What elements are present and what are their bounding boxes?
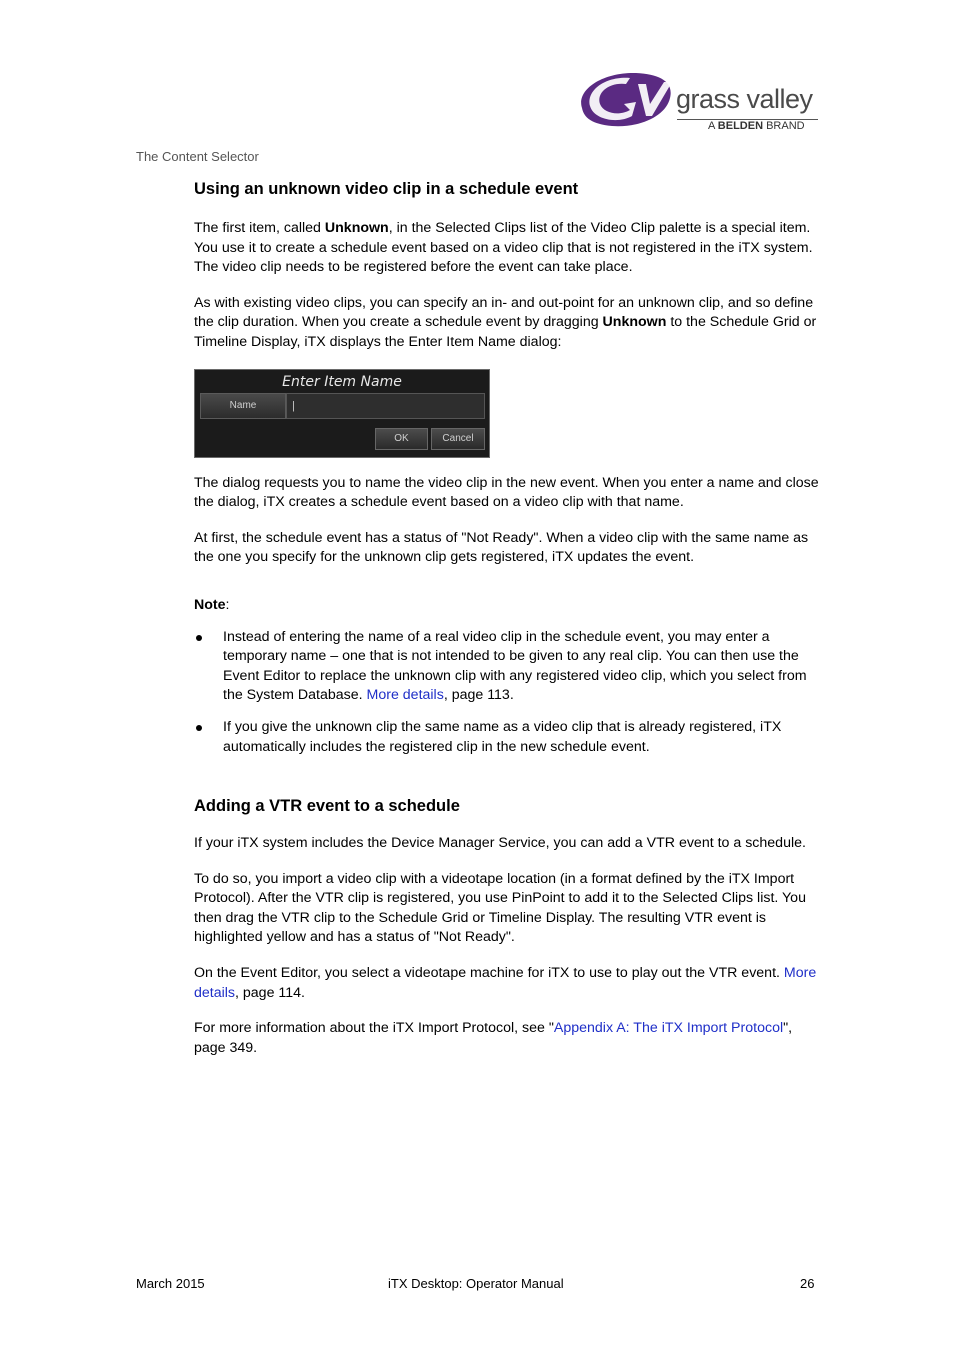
- name-label: Name: [200, 393, 286, 419]
- note-label: [194, 596, 820, 616]
- text: On the Event Editor, you select a videotape machine for iTX to use to play out the VTR event.: [194, 965, 784, 982]
- paragraph: [194, 294, 820, 353]
- text: For more information about the iTX Import Protocol, see ": [194, 1020, 554, 1037]
- text: Instead of entering the name of a real video clip in the schedule event, you may enter a temporary name – one that is not intended to be given to any real clip. You can then use the Event Editor to replace the unknown clip with any registered video clip, which you select from the System Database.: [223, 628, 807, 704]
- note-colon: :: [225, 596, 230, 613]
- paragraph: [194, 1019, 820, 1058]
- list-item: [194, 628, 820, 706]
- text: , in the Selected Clips list of the Video Clip palette is a special item. You use it to create a schedule event based on a video clip that is not registered in the iTX system. The video clip needs to be registered before the event can take place.: [194, 220, 813, 276]
- paragraph: [194, 219, 820, 278]
- paragraph: The dialog requests you to name the video clip in the new event. When you enter a name and close the dialog, iTX creates a schedule event based on a video clip with that name.: [194, 474, 819, 511]
- bold-term: Unknown: [602, 314, 667, 331]
- ok-button[interactable]: OK: [375, 428, 428, 450]
- paragraph: To do so, you import a video clip with a videotape location (in a format defined by the iTX Import Protocol). After the VTR clip is registered, you use PinPoint to add it to the Selected Clips list. You then drag the VTR clip to the Schedule Grid or Timeline Display. The resulting VTR event is highlighted yellow and has a status of "Not Ready".: [194, 870, 806, 946]
- section-heading-unknown-clip: Using an unknown video clip in a schedule event: [194, 180, 579, 198]
- section-heading-vtr-event: Adding a VTR event to a schedule: [194, 797, 460, 816]
- footer-page-number: 26: [800, 1276, 815, 1291]
- brand-tagline: [708, 120, 805, 132]
- bold-term: Unknown: [324, 220, 389, 236]
- footer-date: March 2015: [136, 1276, 205, 1291]
- running-head: The Content Selector: [136, 149, 259, 164]
- name-input[interactable]: |: [286, 393, 485, 419]
- enter-item-name-dialog: [194, 369, 490, 458]
- note-title: Note: [194, 596, 226, 613]
- list-item: If you give the unknown clip the same name as a video clip that is already registered, iTX automatically includes the registered clip in the new schedule event.: [194, 718, 820, 757]
- tagline-bold: BELDEN: [717, 120, 764, 132]
- text: As with existing video clips, you can specify an in- and out-point for an unknown clip, and so define the clip duration. When you create a schedule event by dragging: [194, 294, 814, 331]
- more-details-link[interactable]: More details: [366, 687, 444, 704]
- brand-name: grass valley: [676, 84, 813, 114]
- dialog-title: Enter Item Name: [282, 373, 402, 390]
- cancel-button[interactable]: Cancel: [431, 428, 485, 450]
- text: , page 114.: [235, 984, 305, 1001]
- appendix-link[interactable]: Appendix A: The iTX Import Protocol: [553, 1020, 784, 1037]
- footer-title: iTX Desktop: Operator Manual: [388, 1276, 564, 1291]
- text: to the Schedule Grid or Timeline Display, iTX displays the Enter Item Name dialog:: [194, 314, 817, 350]
- text: , page 113.: [443, 687, 514, 704]
- more-details-link[interactable]: More details: [194, 965, 817, 1001]
- tagline-prefix: A: [708, 120, 718, 132]
- tagline-suffix: BRAND: [763, 120, 805, 132]
- text: The first item, called: [194, 220, 325, 236]
- text: ", page 349.: [194, 1020, 793, 1056]
- note-list: [194, 628, 820, 758]
- paragraph: [194, 964, 820, 1003]
- paragraph: If your iTX system includes the Device Manager Service, you can add a VTR event to a schedule.: [194, 835, 806, 852]
- page-content: [194, 178, 820, 1058]
- grass-valley-logo: [574, 70, 824, 136]
- paragraph: At first, the schedule event has a status of "Not Ready". When a video clip with the same name as the one you specify for the unknown clip gets registered, iTX updates the event.: [194, 529, 809, 566]
